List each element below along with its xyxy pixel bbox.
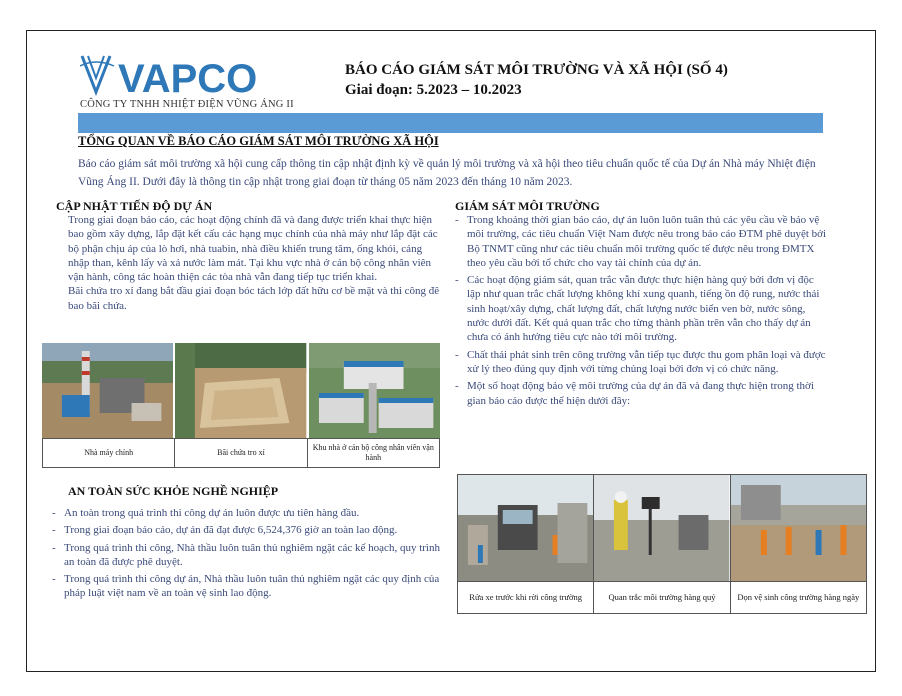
caption-truck-wash: Rửa xe trước khi rời công trường bbox=[469, 592, 583, 602]
caption-cleaning: Dọn vệ sinh công trường hàng ngày bbox=[737, 592, 860, 602]
progress-photo-strip bbox=[42, 343, 440, 438]
list-item: - Trong quá trình thi công dự án, Nhà thầu luôn tuân thủ nghiêm ngặt các quy định của pháp luật việt nam về an toàn vệ sinh lao động. bbox=[52, 572, 440, 601]
safety-list-wrap bbox=[52, 506, 440, 604]
gallery-cell-cleaning bbox=[731, 475, 866, 613]
list-item: - An toàn trong quá trình thi công dự án luôn được ưu tiên hàng đầu. bbox=[52, 506, 440, 520]
overview-title: TỔNG QUAN VỀ BÁO CÁO GIÁM SÁT MÔI TRƯỜNG XÃ HỘI bbox=[78, 134, 439, 148]
safety-list bbox=[52, 506, 440, 601]
list-item: - Trong giai đoạn báo cáo, dự án đã đạt được 6,524,376 giờ an toàn lao động. bbox=[52, 523, 440, 537]
list-item: - Trong quá trình thi công, Nhà thầu luôn tuân thủ nghiêm ngặt các kế hoạch, quy trình an toàn đã được phê duyệt. bbox=[52, 541, 440, 570]
photo-main-plant bbox=[42, 343, 173, 438]
logo-text: VAPCO bbox=[118, 57, 258, 100]
photo-ash-yard bbox=[175, 343, 306, 438]
progress-text bbox=[68, 213, 440, 313]
photo-cleaning bbox=[731, 475, 866, 582]
list-item: - Các hoạt động giám sát, quan trắc vẫn được thực hiện hàng quý bởi đơn vị độc lập như quan trắc chất lượng không khí xung quanh, tiếng ồn độ rung, nước thải sinh hoạt/xây dựng, chất lượng đất, chất lượng nước biển ven bờ, nước sông, nước dưới đất. Kết quả quan trắc cho từng thành phần trên vẫn cho thấy dự án chưa có ảnh hưởng tiêu cực nào tới môi trường. bbox=[455, 273, 827, 344]
overview-text: Báo cáo giám sát môi trường xã hội cung cấp thông tin cập nhật định kỳ về quản lý môi trường và xã hội theo tiêu chuẩn quốc tế của Dự án Nhà máy Nhiệt điện Vũng Áng II. Dưới đây là thông tin cập nhật trong giai đoạn từ tháng 05 năm 2023 đến tháng 10 năm 2023. bbox=[78, 158, 816, 188]
gallery-cell-monitoring bbox=[594, 475, 730, 613]
progress-captions bbox=[42, 438, 440, 468]
safety-title: AN TOÀN SỨC KHỎE NGHỀ NGHIỆP bbox=[68, 484, 279, 498]
monitoring-title: GIÁM SÁT MÔI TRƯỜNG bbox=[455, 199, 600, 213]
vapco-logo bbox=[80, 52, 290, 100]
caption-ash-yard: Bãi chứa tro xỉ bbox=[175, 439, 307, 467]
caption-main-plant: Nhà máy chính bbox=[43, 439, 175, 467]
progress-para-2: Bãi chứa tro xỉ đang bắt đầu giai đoạn bóc tách lớp đất hữu cơ bề mặt và thi công đê bao bãi chứa. bbox=[68, 285, 440, 312]
gallery-cell-truck-wash bbox=[458, 475, 594, 613]
monitoring-list-wrap bbox=[455, 213, 827, 411]
list-item: - Chất thải phát sinh trên công trường vẫn tiếp tục được thu gom phân loại và được xử lý theo đúng quy định với từng chủng loại bởi đơn vị có chức năng. bbox=[455, 348, 827, 377]
progress-para-1: Trong giai đoạn báo cáo, các hoạt động chính đã và đang được triển khai thực hiện bao gồm xây dựng, lắp đặt kết cấu các hạng mục chính của nhà máy như lắp đặt các bộ phận chịu áp của lò hơi, nhà tuabin, nhà điều khiển trung tâm, ống khói, cảng nhập than, kênh lấy và xả nước làm mát. Tại khu vực nhà ở cán bộ công nhân viên vận hành, công tác hoàn thiện các tòa nhà vẫn đang tiếp tục triển khai. bbox=[68, 214, 438, 284]
list-item: - Trong khoảng thời gian báo cáo, dự án luôn luôn tuân thủ các yêu cầu về bảo vệ môi trường, các tiêu chuẩn Việt Nam được nêu trong báo cáo ĐTM phê duyệt bởi Bộ TNMT cũng như các tiêu chuẩn môi trường quốc tế được nêu trong ĐMTX theo yêu cầu bởi tổ chức cho vay tài chính của dự án. bbox=[455, 213, 827, 270]
list-item: - Một số hoạt động bảo vệ môi trường của dự án đã và đang thực hiện trong thời gian báo cáo được thể hiện dưới đây: bbox=[455, 379, 827, 408]
monitoring-gallery bbox=[457, 474, 867, 614]
report-title: BÁO CÁO GIÁM SÁT MÔI TRƯỜNG VÀ XÃ HỘI (SỐ 4) bbox=[345, 62, 728, 78]
vapco-logo-icon bbox=[80, 52, 290, 100]
report-period: Giai đoạn: 5.2023 – 10.2023 bbox=[345, 82, 522, 98]
photo-monitoring bbox=[594, 475, 729, 582]
company-name: CÔNG TY TNHH NHIỆT ĐIỆN VŨNG ÁNG II bbox=[80, 99, 294, 110]
photo-truck-wash bbox=[458, 475, 593, 582]
progress-title: CẬP NHẬT TIẾN ĐỘ DỰ ÁN bbox=[56, 199, 213, 213]
caption-monitoring: Quan trắc môi trường hàng quý bbox=[608, 592, 716, 602]
photo-staff-housing bbox=[309, 343, 440, 438]
header-bar bbox=[78, 113, 823, 133]
monitoring-list bbox=[455, 213, 827, 408]
caption-staff-housing: Khu nhà ở cán bộ công nhân viên vận hành bbox=[312, 443, 434, 462]
